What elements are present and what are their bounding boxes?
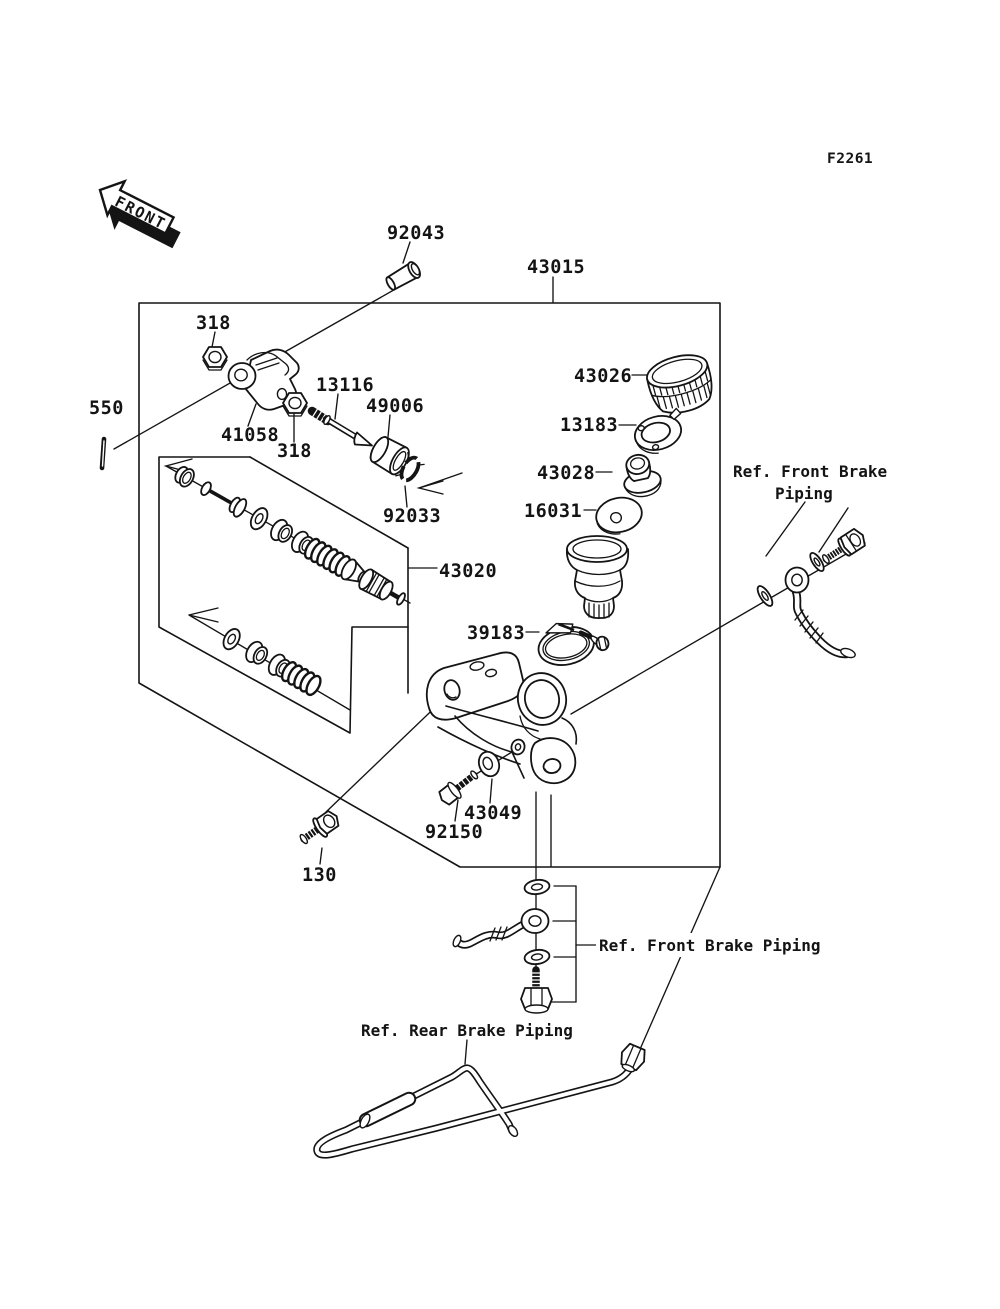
- front-arrow-icon: [87, 173, 190, 257]
- master-cylinder-body: [427, 652, 577, 783]
- ref-front-brake-bottom: Ref. Front Brake Piping: [599, 936, 821, 955]
- kit-43020-upper-row: [171, 462, 409, 610]
- label-92043: 92043: [387, 223, 446, 244]
- ref-rear-brake: Ref. Rear Brake Piping: [361, 1021, 573, 1040]
- front-brake-bottom-bracket: [551, 886, 597, 1002]
- part-13183-lock-ring: [630, 408, 689, 458]
- front-brake-banjo-lower: [452, 878, 552, 1013]
- part-92043-pin: [384, 260, 423, 293]
- part-130-bolt: [296, 807, 343, 849]
- part-318-nut-upper: [203, 347, 227, 370]
- part-16031-plate: [593, 494, 645, 538]
- part-92150-screw: [436, 766, 482, 808]
- part-43049-washer: [476, 749, 503, 779]
- label-43028: 43028: [537, 463, 596, 484]
- label-13116: 13116: [316, 375, 375, 396]
- reservoir-boot: [567, 536, 628, 619]
- kit-spring-lower: [279, 660, 323, 697]
- label-16031: 16031: [524, 501, 583, 522]
- front-arrow-label: FRONT: [111, 192, 170, 234]
- group-box-43015: [139, 303, 720, 867]
- label-43020: 43020: [439, 561, 498, 582]
- label-92033: 92033: [383, 506, 442, 527]
- part-39183-clamp: [534, 614, 611, 670]
- part-550-pin: [102, 439, 104, 468]
- label-41058: 41058: [221, 425, 280, 446]
- front-brake-banjo-upper: [755, 527, 868, 660]
- ref-front-brake-right-line1: Ref. Front Brake: [733, 462, 888, 481]
- part-13116-pushrod: [312, 409, 372, 445]
- label-43026: 43026: [574, 366, 633, 387]
- label-550: 550: [89, 398, 124, 419]
- label-130: 130: [302, 865, 337, 886]
- part-43026-cap: [643, 349, 718, 419]
- rear-pipe-fitting: [616, 1042, 648, 1075]
- label-39183: 39183: [467, 623, 526, 644]
- ref-front-brake-right-line2: Piping: [775, 484, 833, 503]
- part-318-nut-lower: [283, 393, 307, 416]
- rear-brake-pipe: [317, 1042, 649, 1155]
- figure-code: F2261: [827, 151, 874, 167]
- label-13183: 13183: [560, 415, 619, 436]
- rear-pipe-rubber-sleeve: [358, 1099, 409, 1129]
- label-49006: 49006: [366, 396, 425, 417]
- label-92150: 92150: [425, 822, 484, 843]
- label-43049: 43049: [464, 803, 523, 824]
- banjo-bolt-lower: [521, 970, 552, 1013]
- kit-43020-lower-row: [220, 626, 323, 698]
- part-49006-boot: [367, 433, 413, 477]
- part-43028-grommet: [619, 451, 664, 500]
- label-318-lower: 318: [277, 441, 312, 462]
- label-43015: 43015: [527, 257, 586, 278]
- label-318-upper: 318: [196, 313, 231, 334]
